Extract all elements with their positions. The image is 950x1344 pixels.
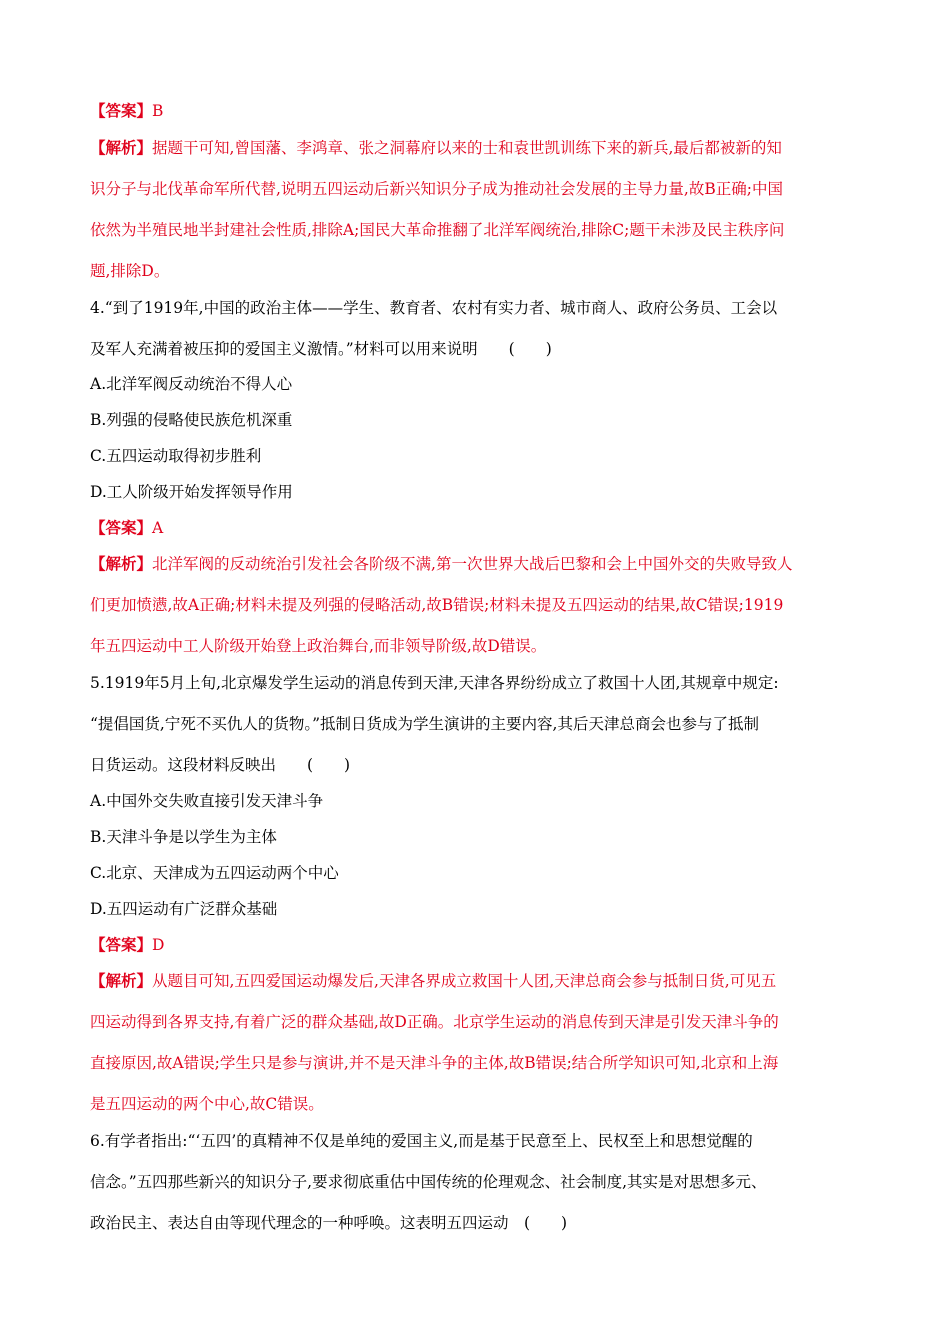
q5-answer (90, 934, 164, 956)
q6-stem-line: 6.有学者指出:“‘五四’的真精神不仅是单纯的爱国主义,而是基于民意至上、民权至上和思想觉醒的 (90, 1132, 753, 1150)
q4-analysis-line: 们更加愤懑,故A正确;材料未提及列强的侵略活动,故B错误;材料未提及五四运动的结果,故C错误;1919 (90, 596, 784, 614)
q3-analysis-line: 题,排除D。 (90, 262, 170, 280)
q5-analysis-line: 直接原因,故A错误;学生只是参与演讲,并不是天津斗争的主体,故B错误;结合所学知识可知,北京和上海 (90, 1054, 779, 1072)
q4-stem-line: 4.“到了1919年,中国的政治主体——学生、教育者、农村有实力者、城市商人、政府公务员、工会以 (90, 299, 778, 317)
answer-tag: 【答案】 (90, 518, 153, 537)
answer-value: A (152, 519, 164, 537)
q5-analysis-line: 是五四运动的两个中心,故C错误。 (90, 1095, 324, 1113)
answer-tag: 【答案】 (90, 101, 153, 120)
analysis-tag: 【解析】 (90, 554, 153, 573)
analysis-tag: 【解析】 (90, 971, 153, 990)
q5-stem-line: “提倡国货,宁死不买仇人的货物。”抵制日货成为学生演讲的主要内容,其后天津总商会也参与了抵制 (90, 715, 759, 733)
q4-option-a: A.北洋军阀反动统治不得人心 (90, 375, 293, 393)
q4-option-c: C.五四运动取得初步胜利 (90, 447, 262, 465)
q4-option-b: B.列强的侵略使民族危机深重 (90, 411, 293, 429)
analysis-tag: 【解析】 (90, 138, 153, 157)
q5-stem-line: 日货运动。这段材料反映出 ( ) (90, 756, 351, 774)
q4-answer (90, 517, 163, 539)
answer-value: D (152, 936, 165, 954)
q4-analysis-line: 【解析】北洋军阀的反动统治引发社会各阶级不满,第一次世界大战后巴黎和会上中国外交的失败导致人 (90, 554, 793, 573)
q6-stem-line: 政治民主、表达自由等现代理念的一种呼唤。这表明五四运动 ( ) (90, 1214, 568, 1232)
q5-option-b: B.天津斗争是以学生为主体 (90, 828, 277, 846)
q5-option-a: A.中国外交失败直接引发天津斗争 (90, 792, 324, 810)
q3-analysis-line: 【解析】据题干可知,曾国藩、李鸿章、张之洞幕府以来的士和袁世凯训练下来的新兵,最后都被新的知 (90, 138, 782, 157)
q5-analysis-line: 四运动得到各界支持,有着广泛的群众基础,故D正确。北京学生运动的消息传到天津是引发天津斗争的 (90, 1013, 779, 1031)
q3-analysis-line: 识分子与北伐革命军所代替,说明五四运动后新兴知识分子成为推动社会发展的主导力量,故B正确;中国 (90, 180, 783, 198)
q5-option-c: C.北京、天津成为五四运动两个中心 (90, 864, 339, 882)
q3-answer (90, 100, 163, 122)
q4-stem-line: 及军人充满着被压抑的爱国主义激情。”材料可以用来说明 ( ) (90, 340, 552, 358)
q6-stem-line: 信念。”五四那些新兴的知识分子,要求彻底重估中国传统的伦理观念、社会制度,其实是对思想多元、 (90, 1173, 767, 1191)
q5-stem-line: 5.1919年5月上旬,北京爆发学生运动的消息传到天津,天津各界纷纷成立了救国十人团,其规章中规定: (90, 674, 779, 692)
q3-analysis-line: 依然为半殖民地半封建社会性质,排除A;国民大革命推翻了北洋军阀统治,排除C;题干未涉及民主秩序问 (90, 221, 785, 239)
answer-tag: 【答案】 (90, 935, 153, 954)
q4-analysis-line: 年五四运动中工人阶级开始登上政治舞台,而非领导阶级,故D错误。 (90, 637, 547, 655)
q5-analysis-line: 【解析】从题目可知,五四爱国运动爆发后,天津各界成立救国十人团,天津总商会参与抵制日货,可见五 (90, 971, 777, 990)
q5-option-d: D.五四运动有广泛群众基础 (90, 900, 278, 918)
q4-option-d: D.工人阶级开始发挥领导作用 (90, 483, 293, 501)
answer-value: B (152, 102, 164, 120)
